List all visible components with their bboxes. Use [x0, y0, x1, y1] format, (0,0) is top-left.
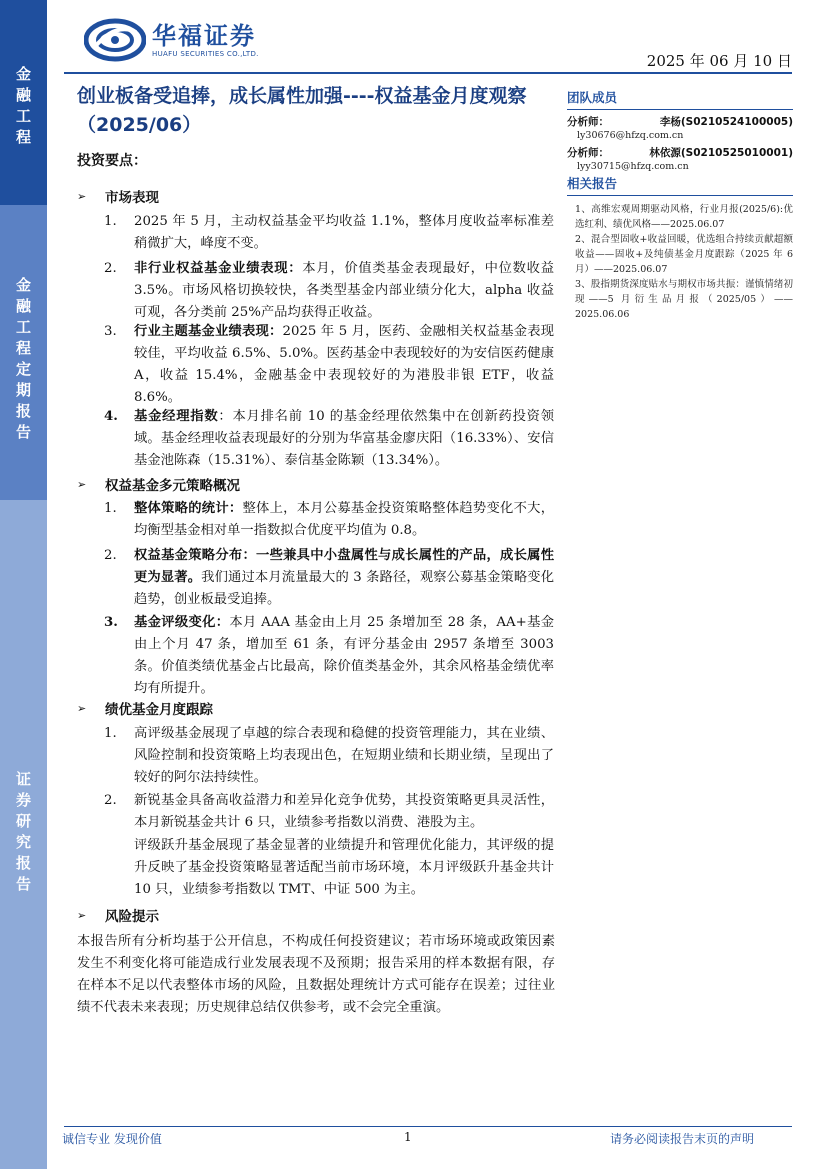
arrow-bullet-icon: ➢	[77, 477, 87, 491]
item-number: 3.	[104, 324, 117, 339]
sidebar-block-research	[0, 500, 47, 1169]
team-heading: 团队成员	[567, 88, 793, 110]
list-item	[104, 258, 554, 324]
sidebar-report-type-label: 金融工程定期报告	[14, 277, 32, 445]
left-sidebar	[0, 0, 47, 1169]
item-number: 2.	[104, 261, 117, 276]
item-number: 2.	[104, 793, 117, 808]
report-date: 2025 年 06 月 10 日	[646, 52, 792, 70]
analyst-name: 林依源(S0210525010001)	[649, 147, 793, 159]
item-text: 我们通过本月流量最大的 3 条路径，观察公募基金策略变化趋势，创业板最受追捧。	[134, 570, 555, 607]
list-item	[104, 723, 554, 789]
item-text: 本月 AAA 基金由上月 25 条增加至 28 条，AA+基金由上个月 47 条，增加至 61 条，有评分基金由 2957 条增至 3003 条。价值类绩优基金占比最高，除价值类基金外，其余风格基金绩优率均有所提升。	[134, 615, 554, 696]
brand-name-en: HUAFU SECURITIES CO.,LTD.	[152, 50, 259, 58]
section-tracking	[77, 698, 213, 718]
arrow-bullet-icon: ➢	[77, 701, 87, 715]
item-number: 4.	[104, 409, 118, 424]
tracking-paragraph: 评级跃升基金展现了基金显著的业绩提升和管理优化能力，其评级的提升反映了基金投资策略显著适配当前市场环境，本月评级跃升基金共计 10 只，业绩参考指数以 TMT、中证 500 为主。	[134, 838, 554, 897]
item-text: 高评级基金展现了卓越的综合表现和稳健的投资管理能力，其在业绩、风险控制和投资策略上均表现出色，在短期业绩和长期业绩，呈现出了较好的阿尔法持续性。	[134, 726, 554, 785]
item-text: 2025 年 5 月，主动权益基金平均收益 1.1%，整体月度收益率标准差稍微扩大，峰度不变。	[134, 214, 554, 251]
header-divider	[64, 72, 792, 74]
footer-divider	[64, 1126, 792, 1127]
analyst-role: 分析师：	[567, 147, 609, 159]
section-risk-heading: 风险提示	[105, 909, 159, 925]
section-strategy-heading: 权益基金多元策略概况	[105, 478, 240, 494]
item-text: 2025 年 5 月，医药、金融相关权益基金表现较佳，平均收益 6.5%、5.0%。医药基金中表现较好的为安信医药健康 A，收益 15.4%，金融基金中表现较好的为港股非银 ETF，收益 8.6%。	[134, 324, 555, 405]
analyst-name: 李杨(S0210524100005)	[659, 116, 793, 128]
item-number: 1.	[104, 214, 117, 229]
list-item	[104, 498, 554, 542]
key-points-label: 投资要点：	[77, 153, 147, 169]
section-market	[77, 186, 159, 206]
related-report-item[interactable]: 3、股指期货深度贴水与期权市场共振：谨慎情绪初现——5 月衍生品月报（2025/05）——2025.06.06	[575, 279, 793, 320]
sidebar-research-label: 证券研究报告	[14, 771, 32, 897]
section-strategy	[77, 474, 240, 494]
arrow-bullet-icon: ➢	[77, 908, 87, 922]
sidebar-block-report-type	[0, 205, 47, 500]
analyst-email: ly30676@hfzq.com.cn	[577, 130, 684, 141]
risk-paragraph: 本报告所有分析均基于公开信息，不构成任何投资建议；若市场环境或政策因素发生不利变化将可能造成行业发展表现不及预期；报告采用的样本数据有限，存在样本不足以代表整体市场的风险，且数据处理统计方式可能存在误差；过往业绩不代表未来表现；历史规律总结仅供参考，或不会完全重演。	[77, 934, 555, 1015]
list-item	[104, 211, 554, 255]
list-item	[104, 545, 554, 611]
section-tracking-heading: 绩优基金月度跟踪	[105, 702, 213, 718]
analyst-email: lyy30715@hfzq.com.cn	[577, 161, 689, 172]
item-lead: 行业主题基金业绩表现：	[134, 324, 283, 339]
related-report-item[interactable]: 1、高维宏观周期驱动风格，行业月报(2025/6):优选红利、绩优风格——2025.06.07	[575, 204, 793, 230]
analyst-row	[567, 145, 793, 160]
list-item	[104, 612, 554, 700]
sidebar-block-category	[0, 0, 47, 205]
sidebar-category-label: 金融工程	[14, 66, 32, 150]
arrow-bullet-icon: ➢	[77, 189, 87, 203]
item-number: 1.	[104, 726, 117, 741]
item-text: 新锐基金具备高收益潜力和差异化竞争优势，其投资策略更具灵活性，本月新锐基金共计 6 只，业绩参考指数以消费、港股为主。	[134, 793, 554, 830]
brand-name: 华福证券	[152, 22, 256, 50]
analyst-role: 分析师：	[567, 116, 609, 128]
analyst-row	[567, 114, 793, 129]
related-reports-panel	[567, 174, 793, 322]
item-number: 1.	[104, 501, 117, 516]
list-item	[104, 790, 554, 834]
report-title: 创业板备受追捧，成长属性加强----权益基金月度观察（2025/06）	[77, 85, 527, 136]
item-number: 2.	[104, 548, 117, 563]
item-text: 本月，价值类基金表现最好，中位数收益 3.5%。市场风格切换较快，各类型基金内部业绩分化大，alpha 收益可观，各分类前 25%产品均获得正收益。	[134, 261, 555, 320]
item-number: 3.	[104, 615, 118, 630]
related-report-item[interactable]: 2、混合型固收+收益回暖，优选组合持续贡献超额收益——固收+及纯债基金月度跟踪（2025 年 6 月）——2025.06.07	[575, 234, 793, 275]
huafu-logo-icon	[84, 18, 146, 62]
item-lead: 基金评级变化：	[134, 615, 230, 630]
brand-logo	[84, 16, 259, 64]
item-lead: 非行业权益基金业绩表现：	[134, 261, 303, 276]
footer-slogan: 诚信专业 发现价值	[62, 1132, 162, 1146]
item-text: 整体上，本月公募基金投资策略整体趋势变化不大，均衡型基金相对单一指数拟合优度平均值为 0.8。	[134, 501, 555, 538]
item-lead: 基金经理指数	[134, 409, 219, 424]
item-text: ：本月排名前 10 的基金经理依然集中在创新药投资领域。基金经理收益表现最好的分别为华富基金廖庆阳（16.33%）、安信基金池陈森（15.31%）、泰信基金陈颖（13.34%）。	[134, 409, 555, 468]
page-number: 1	[404, 1130, 412, 1144]
list-item	[104, 321, 554, 409]
section-risk	[77, 905, 159, 925]
related-heading: 相关报告	[567, 174, 793, 196]
section-market-heading: 市场表现	[105, 190, 159, 206]
team-panel	[567, 88, 793, 172]
item-lead: 整体策略的统计：	[134, 501, 243, 516]
list-item	[104, 406, 554, 472]
footer-disclaimer: 请务必阅读报告末页的声明	[609, 1132, 754, 1146]
item-lead: 权益基金策略分布：一些兼具中小盘属性与成长属性的产品，成长属性更为显著。	[134, 548, 554, 585]
